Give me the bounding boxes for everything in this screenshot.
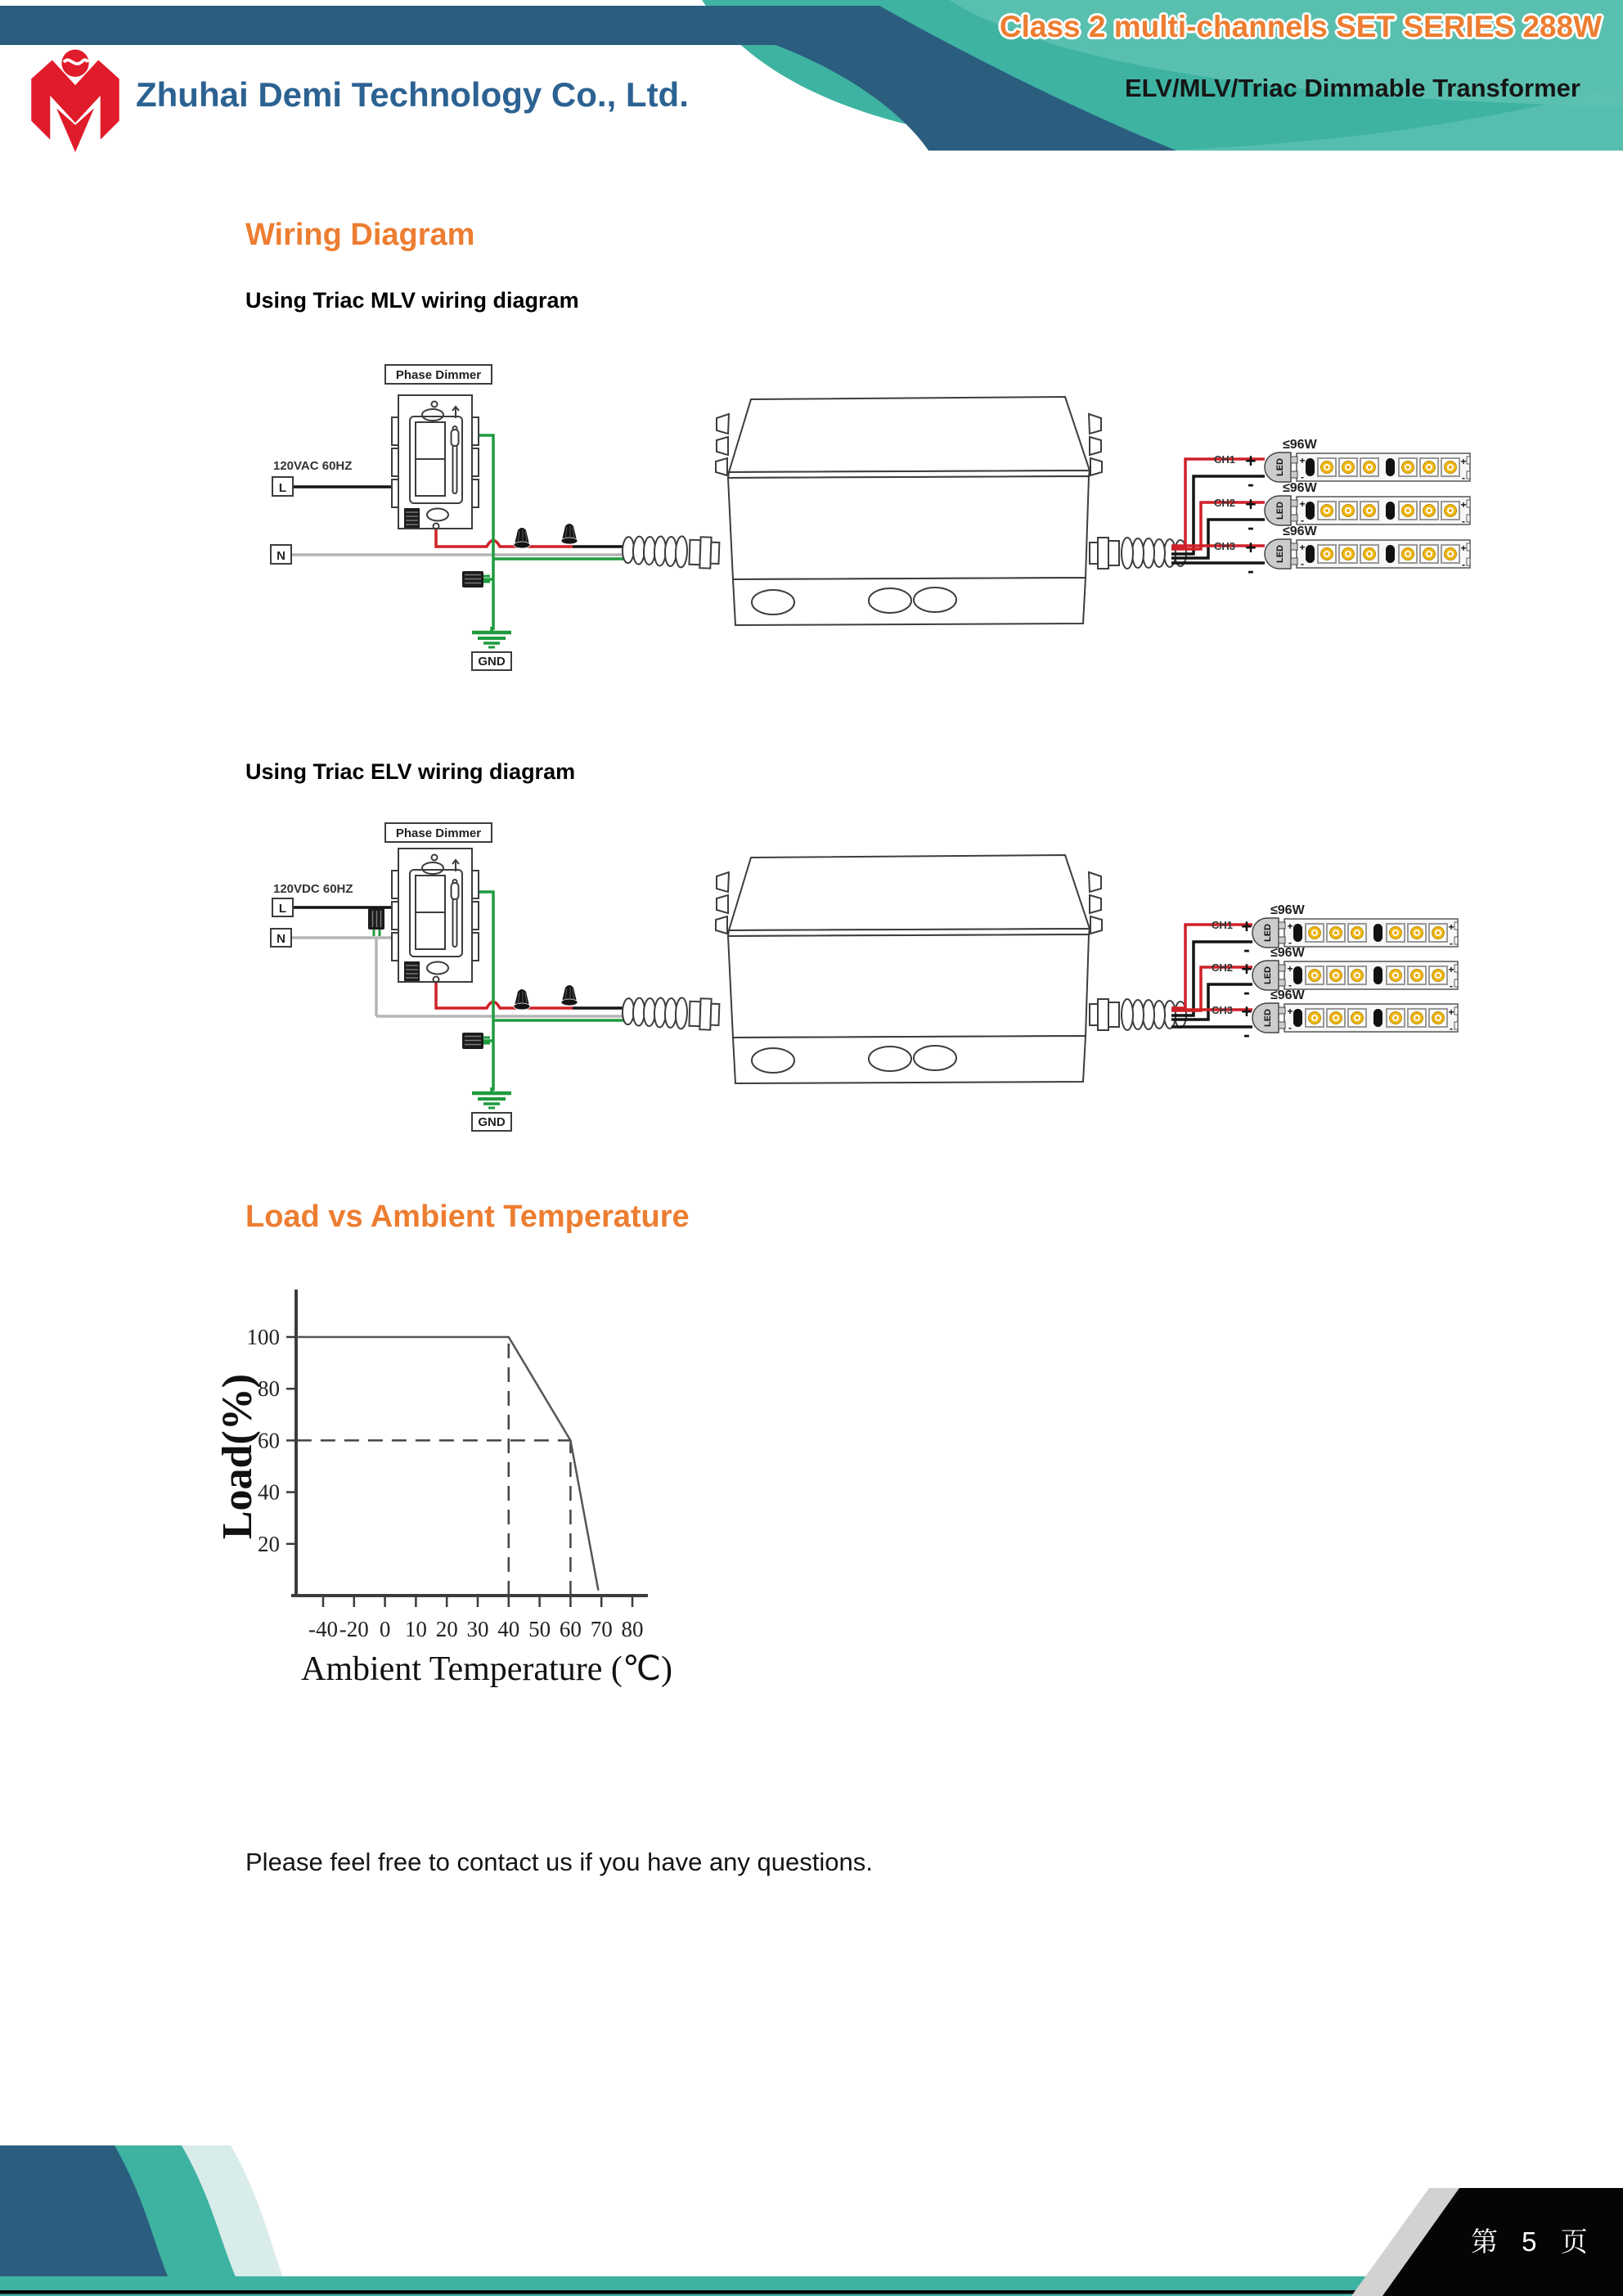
svg-text:+: + (1241, 916, 1252, 937)
ch3-label: CH3 (1211, 1004, 1234, 1016)
ch2-label: CH2 (1213, 497, 1236, 509)
power-limit: ≤96W (1270, 946, 1305, 960)
x-tick-label: 50 (528, 1617, 551, 1641)
x-tick-label: 70 (590, 1617, 613, 1641)
gnd-label: GND (478, 1115, 506, 1129)
x-axis-title: Ambient Temperature (℃) (301, 1650, 672, 1688)
neutral-label: N (276, 549, 285, 563)
mlv-wiring-diagram (271, 365, 1470, 670)
x-tick-label: 20 (435, 1617, 458, 1641)
x-tick-label: 0 (379, 1617, 391, 1641)
y-tick-label: 100 (246, 1325, 280, 1349)
heading-mlv: Using Triac MLV wiring diagram (245, 288, 579, 313)
heading-wiring-diagram: Wiring Diagram (245, 218, 475, 252)
x-tick-label: 10 (404, 1617, 427, 1641)
contact-note: Please feel free to contact us if you have any questions. (245, 1848, 873, 1876)
y-axis-title: Load(%) (214, 1373, 261, 1540)
neutral-label: N (276, 932, 285, 946)
power-limit: ≤96W (1283, 524, 1317, 538)
company-name: Zhuhai Demi Technology Co., Ltd. (136, 75, 689, 114)
ch3-label: CH3 (1213, 540, 1236, 552)
x-tick-label: -40 (308, 1617, 338, 1641)
y-tick-label: 40 (258, 1479, 280, 1505)
gnd-label: GND (478, 655, 506, 669)
elv-wiring-diagram (271, 823, 1458, 1131)
y-tick-label: 20 (258, 1531, 280, 1556)
company-logo (31, 50, 119, 152)
svg-text:-: - (1243, 981, 1250, 1002)
power-limit: ≤96W (1283, 438, 1317, 452)
line-label: L (278, 481, 287, 495)
line-label: L (278, 902, 287, 916)
product-subtitle: ELV/MLV/Triac Dimmable Transformer (1124, 74, 1580, 102)
ch1-label: CH1 (1211, 919, 1234, 931)
x-tick-label: 60 (559, 1617, 582, 1641)
svg-text:+: + (1245, 493, 1257, 515)
chart-axes (291, 1290, 648, 1596)
x-tick-label: 80 (621, 1617, 644, 1641)
mlv-supply-label: 120VAC 60HZ (273, 459, 353, 473)
svg-text:+: + (1241, 1001, 1252, 1022)
svg-text:+: + (1245, 450, 1257, 471)
svg-text:-: - (1248, 473, 1254, 494)
phase-dimmer-label: Phase Dimmer (395, 368, 482, 382)
svg-text:-: - (1243, 939, 1250, 960)
derating-curve (297, 1337, 599, 1591)
load-vs-temperature-chart (214, 1290, 672, 1688)
heading-elv: Using Triac ELV wiring diagram (245, 759, 576, 784)
x-tick-label: 30 (466, 1617, 489, 1641)
ch2-label: CH2 (1211, 961, 1234, 974)
svg-text:+: + (1245, 537, 1257, 558)
power-limit: ≤96W (1270, 903, 1305, 917)
svg-text:+: + (1241, 958, 1252, 979)
heading-load-vs-temp: Load vs Ambient Temperature (245, 1200, 690, 1234)
footer-teal-bar (0, 2276, 1384, 2290)
ch1-label: CH1 (1213, 453, 1236, 466)
series-title: Class 2 multi-channels SET SERIES 288W (999, 10, 1602, 43)
y-tick-label: 60 (258, 1428, 280, 1453)
x-tick-label: 40 (497, 1617, 520, 1641)
svg-text:-: - (1248, 516, 1254, 538)
y-tick-label: 80 (258, 1376, 280, 1402)
page-number: 第 5 页 (1471, 2226, 1596, 2257)
phase-dimmer-label: Phase Dimmer (395, 826, 482, 840)
power-limit: ≤96W (1270, 988, 1305, 1002)
x-tick-label: -20 (339, 1617, 369, 1641)
elv-supply-label: 120VDC 60HZ (273, 882, 353, 896)
svg-text:-: - (1248, 560, 1254, 581)
power-limit: ≤96W (1283, 481, 1317, 495)
footer-banner (0, 2145, 1623, 2296)
svg-text:-: - (1243, 1024, 1250, 1045)
